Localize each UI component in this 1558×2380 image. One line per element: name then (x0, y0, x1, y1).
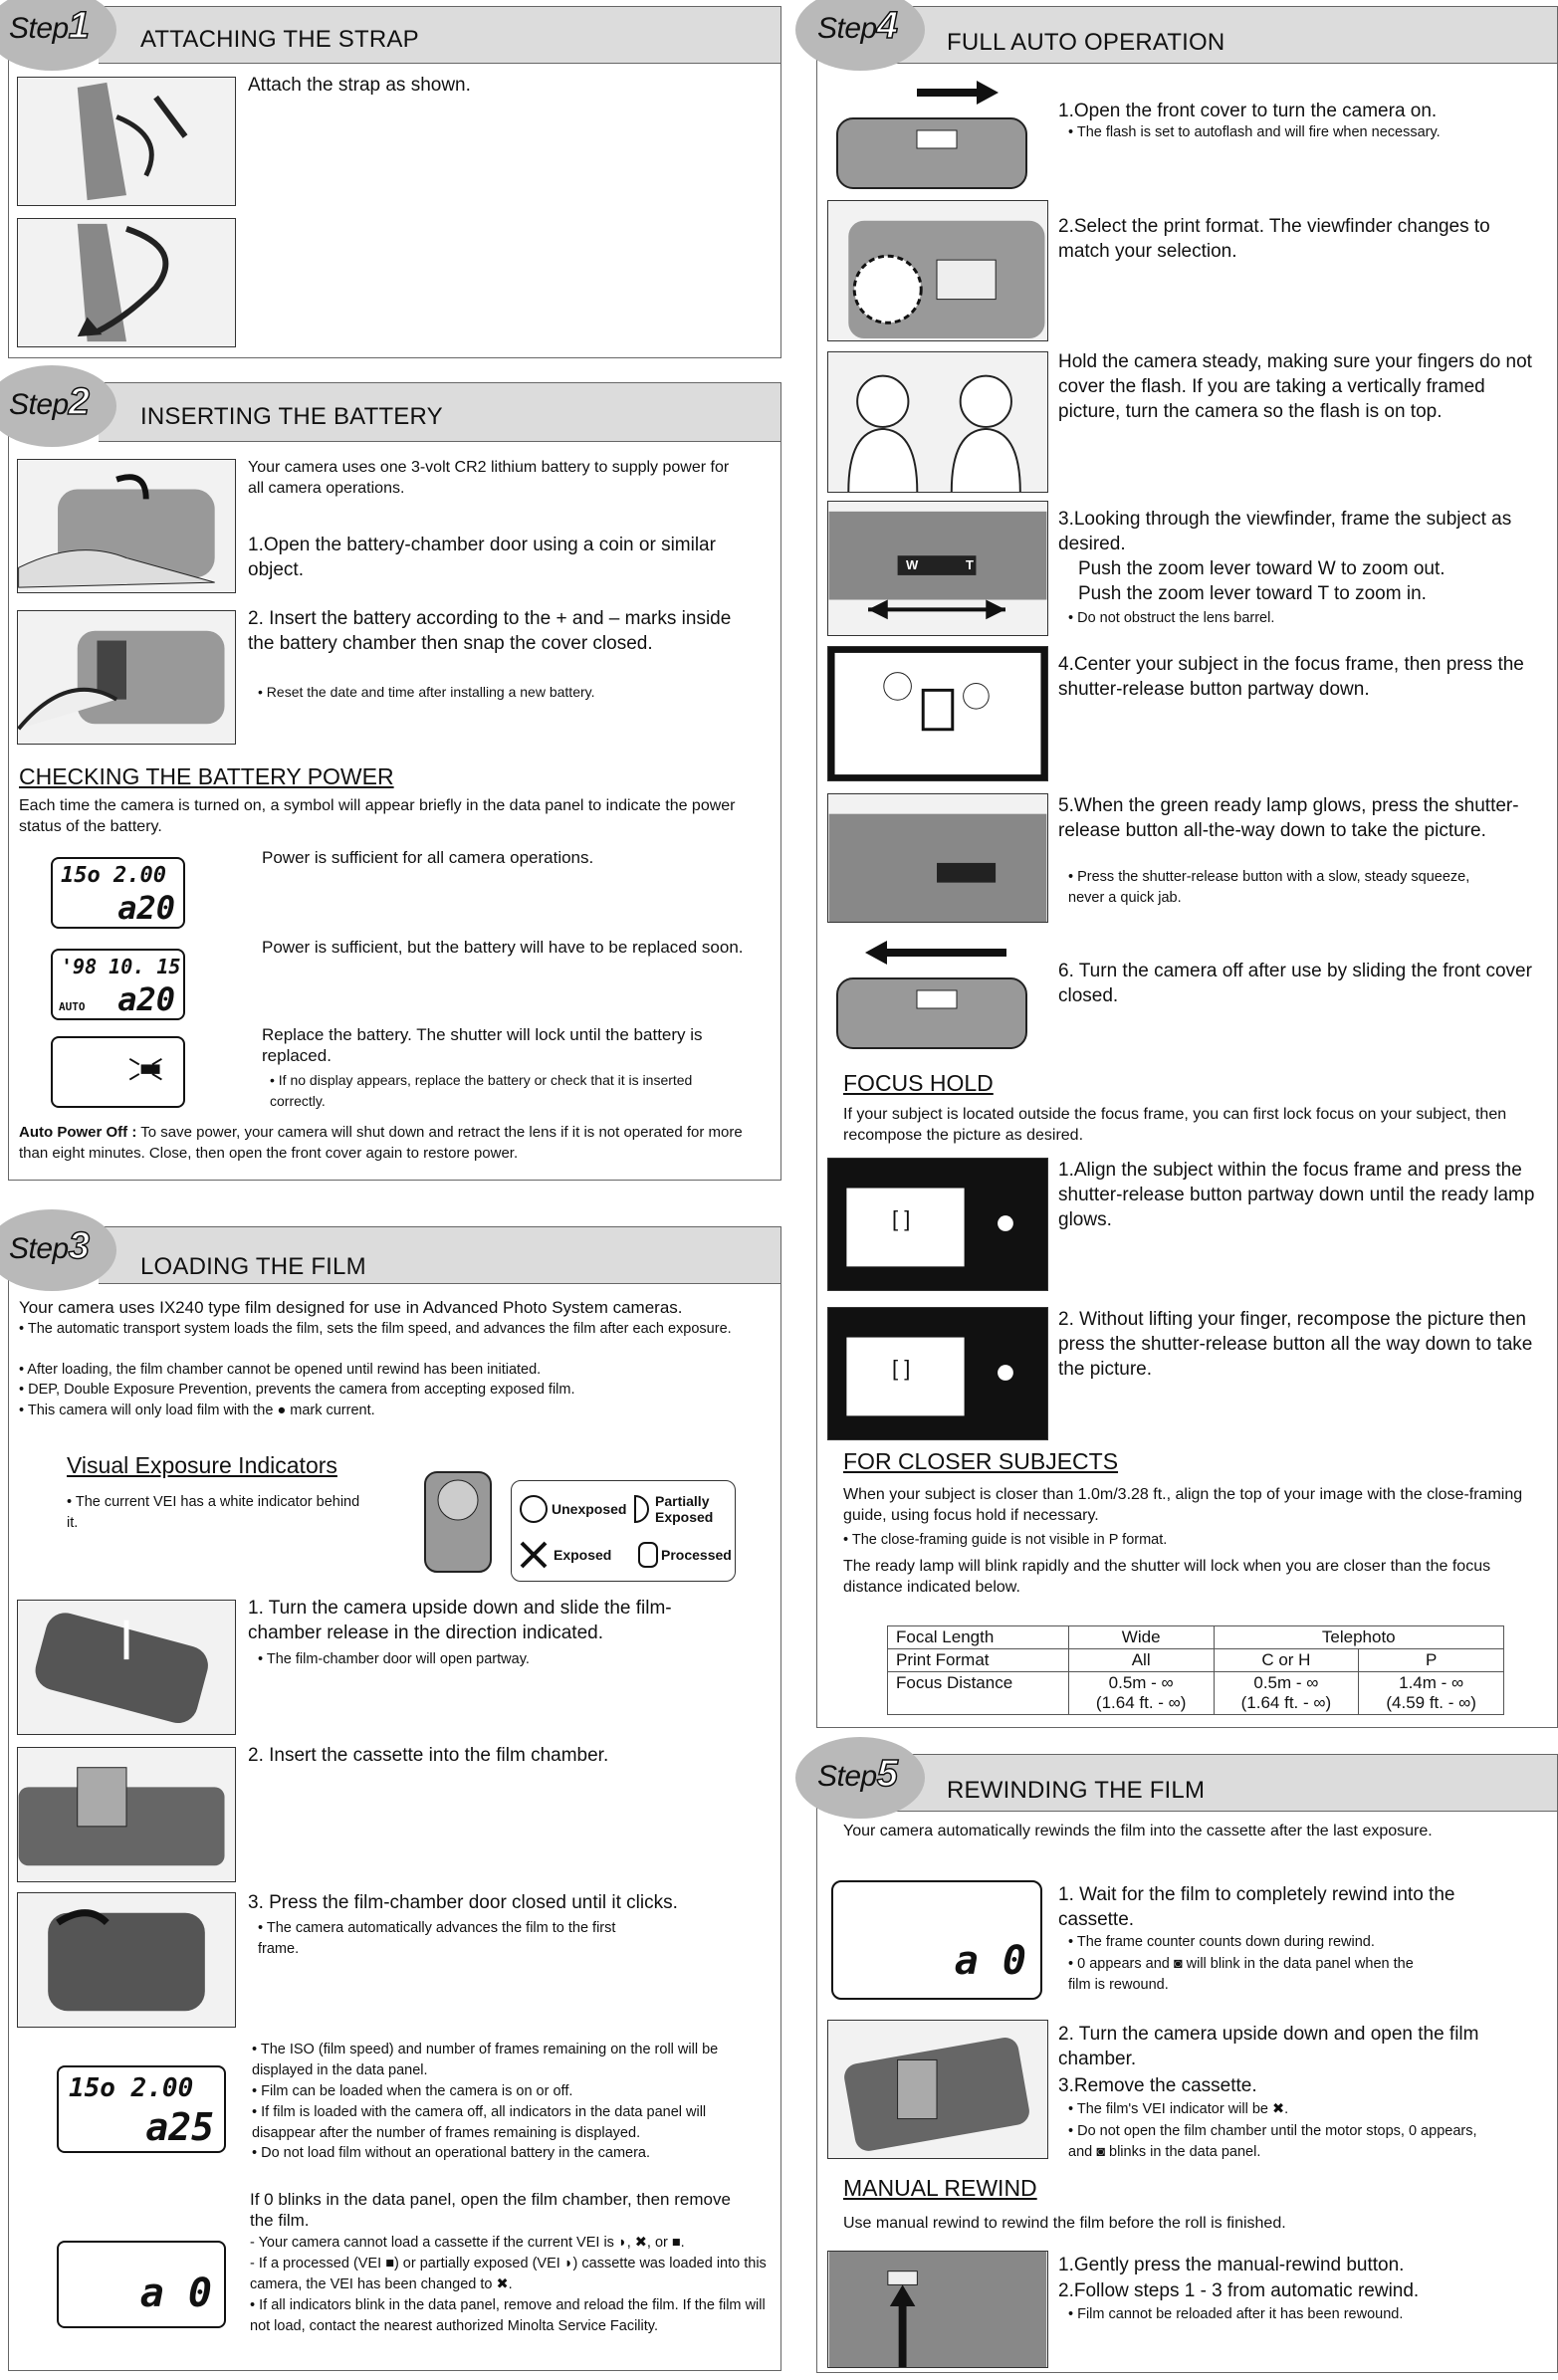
step2-header (99, 383, 780, 442)
table-cell: Focus Distance (888, 1672, 1069, 1715)
rewind-step-2: 2. Turn the camera upside down and open the film chamber. (1058, 2024, 1479, 2069)
vei-legend (511, 1480, 736, 1582)
auto-step-1: 1.Open the front cover to turn the camera on. (1058, 101, 1438, 121)
auto-step-3-a: Push the zoom lever toward W to zoom out. (1078, 558, 1446, 579)
step2-step-word: Step (9, 388, 69, 421)
step4-header (857, 7, 1557, 64)
auto-power-off-label: Auto Power Off : (19, 1124, 137, 1141)
table-cell (1068, 1672, 1214, 1715)
film-note-c: • If film is loaded with the camera off, all indicators in the data panel will disappear after the number of frames remaining is displayed. (252, 2104, 707, 2141)
lcd-battery-low-bottom: a20 (117, 980, 175, 1018)
step1-text: Attach the strap as shown. (248, 75, 471, 96)
film-release-illustration (17, 1600, 236, 1735)
auto-step-1-note: • The flash is set to autoflash and will fire when necessary. (1068, 124, 1441, 140)
lcd-film-loaded (57, 2065, 226, 2153)
ch-distance-m: 0.5m - ∞ (1253, 1673, 1319, 1692)
open-chamber-illustration (827, 2020, 1048, 2159)
film-step-1-note: • The film-chamber door will open partway. (258, 1651, 530, 1667)
rewind-step-1: 1. Wait for the film to completely rewind into the cassette. (1058, 1884, 1455, 1930)
focus-step-2: 2. Without lifting your finger, recompose the picture then press the shutter-release button all the way down to take the picture. (1058, 1309, 1533, 1380)
film-step-3-note: • The camera automatically advances the film to the first frame. (258, 1920, 616, 1957)
step2-step-num: 2 (68, 381, 90, 423)
step1-section (8, 6, 781, 358)
focus-bracket-2: [ ] (892, 1356, 911, 1381)
step4-title: FULL AUTO OPERATION (947, 29, 1225, 56)
battery-step-1: 1.Open the battery-chamber door using a coin or similar object. (248, 535, 716, 580)
blink-a: - Your camera cannot load a cassette if the current VEI is ◗, ✖, or ■. (250, 2235, 685, 2251)
lcd-battery-low-top: '98 10. 15 (61, 955, 181, 978)
step5-section (816, 1754, 1558, 2373)
blink-b: - If a processed (VEI ■) or partially exposed (VEI ◗) cassette was loaded into this camera, the VEI has been changed to ✖. (250, 2256, 767, 2292)
shutter-release-illustration (827, 793, 1048, 923)
door-close-illustration (17, 1892, 236, 2028)
film-note-b: • Film can be loaded when the camera is on or off. (252, 2083, 573, 2099)
film-note-d: • Do not load film without an operational battery in the camera. (252, 2145, 651, 2161)
lcd-battery-low (51, 949, 185, 1020)
ch-distance-ft: (1.64 ft. - ∞) (1240, 1693, 1332, 1712)
step3-step-word: Step (9, 1232, 69, 1265)
step3-header (99, 1227, 780, 1284)
battery-intro: Your camera uses one 3-volt CR2 lithium battery to supply power for all camera operations. (248, 459, 730, 497)
zoom-lever-illustration (827, 501, 1048, 636)
auto-power-off-text: To save power, your camera will shut down and retract the lens if it is not operated for more than eight minutes. Close, then open the front cover again to restore power. (19, 1124, 743, 1162)
manual-rewind-title: MANUAL REWIND (843, 2175, 1037, 2201)
closer-subjects-text: The ready lamp will blink rapidly and the shutter will lock when you are closer than the focus distance indicated below. (843, 1558, 1491, 1596)
focus-bracket-1: [ ] (892, 1206, 911, 1231)
step1-step-num: 1 (68, 5, 90, 47)
auto-step-2: 2.Select the print format. The viewfinder changes to match your selection. (1058, 216, 1490, 262)
wide-distance-ft: (1.64 ft. - ∞) (1095, 1693, 1187, 1712)
strap-illustration-2 (17, 218, 236, 347)
film-step-1: 1. Turn the camera upside down and slide the film-chamber release in the direction indicated. (248, 1598, 672, 1643)
lcd-film-error (57, 2241, 226, 2328)
lcd-battery-low-auto: AUTO (59, 1000, 86, 1013)
focus-distance-table (887, 1625, 1504, 1715)
step5-step-word: Step (817, 1760, 877, 1793)
auto-step-3-b: Push the zoom lever toward T to zoom in. (1078, 583, 1427, 604)
cassette-illustration (415, 1466, 501, 1578)
manual-step-1: 1.Gently press the manual-rewind button. (1058, 2255, 1405, 2275)
blink-c: • If all indicators blink in the data panel, remove and reload the film. If the film will not load, contact the nearest authorized Minolta Service Facility. (250, 2297, 766, 2334)
print-format-illustration (827, 200, 1048, 341)
rewind-step-1-a: • The frame counter counts down during rewind. (1068, 1934, 1375, 1950)
closer-subjects-intro: When your subject is closer than 1.0m/3.28 ft., align the top of your image with the close-framing guide, using focus hold if necessary. (843, 1486, 1523, 1524)
film-bullet-3: • DEP, Double Exposure Prevention, prevents the camera from accepting exposed film. (19, 1382, 575, 1398)
auto-step-6: 6. Turn the camera off after use by sliding the front cover closed. (1058, 961, 1532, 1006)
closer-subjects-note: • The close-framing guide is not visible in P format. (843, 1532, 1168, 1548)
film-intro: Your camera uses IX240 type film designed for use in Advanced Photo System cameras. (19, 1298, 683, 1317)
battery-door-illustration (17, 459, 236, 593)
focus-align-illustration (827, 1158, 1048, 1291)
table-cell: Print Format (888, 1649, 1069, 1672)
step4-step-num: 4 (876, 5, 898, 47)
battery-step-2: 2. Insert the battery according to the + and – marks inside the battery chamber then snap the cover closed. (248, 608, 732, 654)
battery-status-3-note: • If no display appears, replace the battery or check that it is inserted correctly. (270, 1072, 693, 1109)
step1-header (99, 7, 780, 64)
battery-status-1: Power is sufficient for all camera operations. (262, 848, 594, 867)
lcd-battery-empty (51, 1036, 185, 1108)
film-step-3: 3. Press the film-chamber door closed until it clicks. (248, 1892, 678, 1913)
table-row (888, 1626, 1504, 1649)
hold-camera-illustration (827, 351, 1048, 493)
table-cell: Wide (1068, 1626, 1214, 1649)
auto-step-5-note: • Press the shutter-release button with a slow, steady squeeze, never a quick jab. (1068, 869, 1470, 906)
rewind-intro: Your camera automatically rewinds the film into the cassette after the last exposure. (843, 1823, 1433, 1839)
strap-illustration-1 (17, 77, 236, 206)
step5-step-num: 5 (876, 1753, 898, 1795)
cassette-insert-illustration (17, 1747, 236, 1882)
rewind-step-3: 3.Remove the cassette. (1058, 2075, 1257, 2096)
lcd-film-loaded-bottom: a25 (145, 2105, 214, 2149)
wide-distance-m: 0.5m - ∞ (1108, 1673, 1174, 1692)
table-row (888, 1649, 1504, 1672)
lcd-rewind-digits: a 0 (954, 1938, 1026, 1984)
camera-open-illustration (827, 73, 1036, 196)
auto-step-5: 5.When the green ready lamp glows, press the shutter-release button all-the-way down to take the picture. (1058, 795, 1519, 841)
focus-step-1: 1.Align the subject within the focus frame and press the shutter-release button partway down until the ready lamp glows. (1058, 1160, 1535, 1230)
table-cell (1214, 1672, 1359, 1715)
step5-header (857, 1755, 1557, 1812)
table-cell: Focal Length (888, 1626, 1069, 1649)
rewind-step-1-b: • 0 appears and ◙ will blink in the data panel when the film is rewound. (1068, 1956, 1414, 1993)
film-bullet-1: • The automatic transport system loads the film, sets the film speed, and advances the film after each exposure. (19, 1321, 732, 1337)
film-note-a: • The ISO (film speed) and number of frames remaining on the roll will be displayed in the data panel. (252, 2042, 719, 2078)
check-battery-intro: Each time the camera is turned on, a symbol will appear briefly in the data panel to indicate the power status of the battery. (19, 797, 736, 835)
zoom-w-label: W (906, 557, 919, 572)
film-step-2: 2. Insert the cassette into the film chamber. (248, 1745, 609, 1766)
p-distance-m: 1.4m - ∞ (1399, 1673, 1464, 1692)
rewind-step-3-a: • The film's VEI indicator will be ✖. (1068, 2101, 1289, 2117)
table-cell: C or H (1214, 1649, 1359, 1672)
step2-section (8, 382, 781, 1181)
step3-title: LOADING THE FILM (140, 1253, 366, 1280)
step1-step-word: Step (9, 12, 69, 45)
check-battery-title: CHECKING THE BATTERY POWER (19, 763, 394, 789)
table-cell: P (1359, 1649, 1504, 1672)
focus-hold-intro: If your subject is located outside the focus frame, you can first lock focus on your subject, then recompose the picture as desired. (843, 1106, 1507, 1144)
battery-status-3: Replace the battery. The shutter will lock until the battery is replaced. (262, 1025, 703, 1065)
focus-hold-title: FOCUS HOLD (843, 1070, 994, 1096)
blink-text: If 0 blinks in the data panel, open the film chamber, then remove the film. (250, 2190, 731, 2230)
manual-note: • Film cannot be reloaded after it has been rewound. (1068, 2306, 1404, 2322)
closer-subjects-title: FOR CLOSER SUBJECTS (843, 1448, 1119, 1474)
lcd-battery-full-bottom: a20 (117, 889, 175, 927)
vei-exposed: Exposed (554, 1547, 612, 1563)
step1-title: ATTACHING THE STRAP (140, 26, 419, 53)
auto-step-3-note: • Do not obstruct the lens barrel. (1068, 610, 1275, 626)
manual-rewind-intro: Use manual rewind to rewind the film before the roll is finished. (843, 2215, 1286, 2232)
focus-recompose-illustration (827, 1307, 1048, 1440)
step4-section (816, 6, 1558, 1728)
auto-step-3: 3.Looking through the viewfinder, frame the subject as desired. (1058, 509, 1512, 554)
film-bullet-4: • This camera will only load film with the ● mark current. (19, 1403, 375, 1418)
rewind-step-3-b: • Do not open the film chamber until the motor stops, 0 appears, and ◙ blinks in the data panel. (1068, 2123, 1477, 2160)
table-row (888, 1672, 1504, 1715)
manual-step-2: 2.Follow steps 1 - 3 from automatic rewind. (1058, 2280, 1420, 2301)
zoom-t-label: T (966, 557, 974, 572)
lcd-film-loaded-top: 15o 2.00 (69, 2073, 194, 2103)
vei-unexposed: Unexposed (552, 1501, 627, 1517)
hold-camera-text: Hold the camera steady, making sure your fingers do not cover the flash. If you are taking a vertically framed picture, turn the camera so the flash is on top. (1058, 351, 1532, 422)
p-distance-ft: (4.59 ft. - ∞) (1386, 1693, 1476, 1712)
lcd-battery-full-top: 15o 2.00 (61, 863, 166, 888)
step2-title: INSERTING THE BATTERY (140, 403, 443, 430)
vei-note: • The current VEI has a white indicator behind it. (67, 1494, 360, 1531)
auto-power-off (19, 1122, 776, 1164)
step3-step-num: 3 (68, 1225, 90, 1267)
table-cell: All (1068, 1649, 1214, 1672)
lcd-film-error-digits: a 0 (139, 2271, 212, 2316)
step5-title: REWINDING THE FILM (947, 1777, 1206, 1804)
manual-rewind-illustration (827, 2251, 1048, 2368)
auto-step-4: 4.Center your subject in the focus frame, then press the shutter-release button partway down. (1058, 654, 1524, 700)
table-cell: Telephoto (1214, 1626, 1503, 1649)
vei-processed: Processed (661, 1547, 732, 1563)
table-cell (1359, 1672, 1504, 1715)
vei-partial: Partially Exposed (655, 1493, 714, 1525)
film-bullet-2: • After loading, the film chamber cannot be opened until rewind has been initiated. (19, 1362, 542, 1378)
step4-step-word: Step (817, 12, 877, 45)
lcd-rewind (831, 1880, 1042, 2000)
step3-section (8, 1226, 781, 2371)
viewfinder-illustration (827, 646, 1048, 781)
step5-badge (795, 1737, 925, 1819)
lcd-battery-full (51, 857, 185, 929)
battery-step-2-note: • Reset the date and time after installing a new battery. (258, 684, 595, 700)
camera-close-illustration (827, 933, 1036, 1056)
vei-title: Visual Exposure Indicators (67, 1452, 337, 1478)
battery-status-2: Power is sufficient, but the battery will have to be replaced soon. (262, 938, 744, 957)
battery-insert-illustration (17, 610, 236, 745)
